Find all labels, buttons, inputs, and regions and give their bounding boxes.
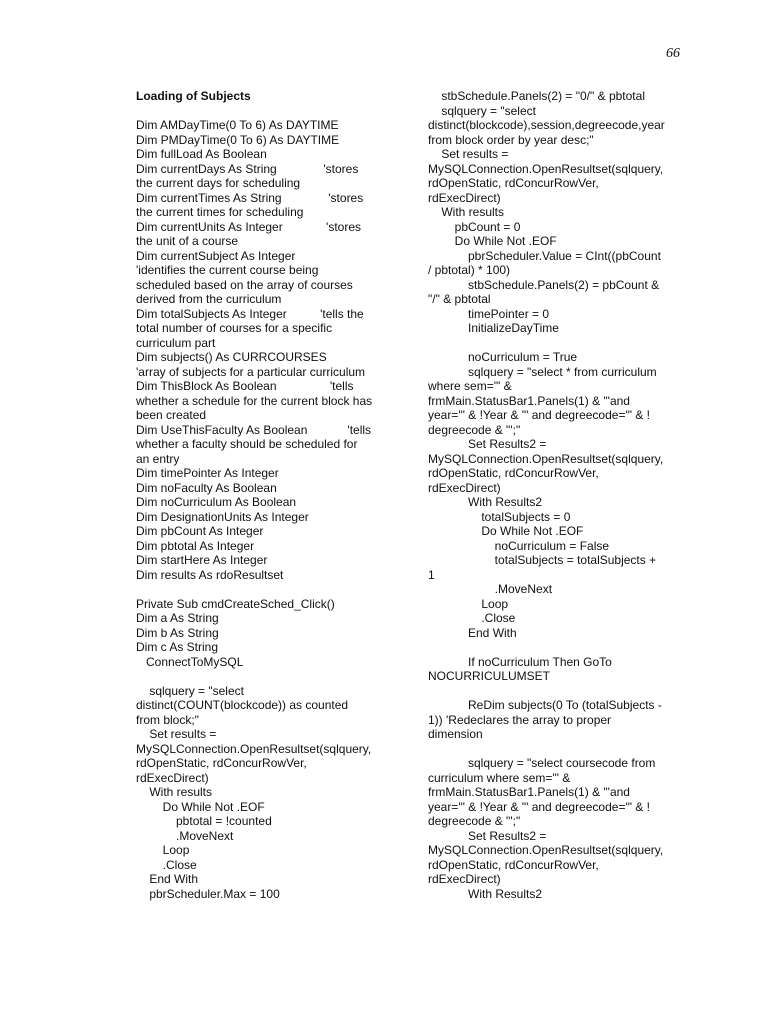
code-line: from block;" (136, 712, 199, 727)
code-line: Do While Not .EOF (428, 234, 557, 248)
code-line: Dim results As rdoResultset (136, 567, 284, 582)
code-line: rdOpenStatic, rdConcurRowVer, (428, 466, 599, 480)
code-line: rdOpenStatic, rdConcurRowVer, (136, 756, 307, 770)
code-line: InitializeDayTime (428, 321, 559, 335)
code-line (428, 684, 678, 699)
code-line: pbtotal = !counted (136, 814, 272, 828)
code-line: Dim noCurriculum As Boolean (136, 495, 297, 509)
code-line: With results (136, 785, 213, 799)
code-line: Dim currentSubject As Integer (136, 248, 296, 263)
code-line (136, 582, 388, 597)
code-line: Dim noFaculty As Boolean (136, 480, 277, 495)
code-line: Set results = (136, 727, 217, 741)
code-line: rdOpenStatic, rdConcurRowVer, (428, 857, 599, 872)
code-line: MySQLConnection.OpenResultset(sqlquery, (428, 451, 664, 466)
code-line: degreecode & "';" (428, 814, 521, 828)
code-line (428, 336, 678, 351)
code-line: scheduled based on the array of courses (136, 277, 353, 292)
code-line: Dim pbCount As Integer (136, 524, 264, 538)
code-line (136, 669, 388, 684)
code-line: Dim totalSubjects As Integer 'tells the (136, 306, 364, 321)
code-line: dimension (428, 727, 483, 741)
code-line: whether a schedule for the current block has (136, 393, 373, 408)
code-line: Dim startHere As Integer (136, 553, 268, 567)
code-line: Dim currentDays As String 'stores (136, 161, 359, 176)
code-line: 1 (428, 567, 435, 582)
code-line: Dim DesignationUnits As Integer (136, 509, 309, 524)
code-line: totalSubjects = 0 (428, 509, 571, 524)
code-line: Dim fullLoad As Boolean (136, 147, 267, 161)
code-line: been created (136, 408, 207, 422)
code-line: With Results2 (428, 886, 543, 901)
code-line: year='" & !Year & "' and degreecode='" & ! (428, 799, 651, 814)
code-line: Dim pbtotal As Integer (136, 538, 255, 553)
code-line: MySQLConnection.OpenResultset(sqlquery, (428, 161, 664, 176)
code-line: the unit of a course (136, 234, 239, 248)
code-line: .Close (136, 857, 197, 872)
code-line: MySQLConnection.OpenResultset(sqlquery, (136, 741, 372, 756)
code-line: pbrScheduler.Max = 100 (136, 886, 280, 901)
code-line: Dim timePointer As Integer (136, 466, 279, 480)
code-line: ConnectToMySQL (136, 654, 244, 669)
code-line: noCurriculum = True (428, 350, 578, 364)
code-line: Do While Not .EOF (428, 524, 584, 538)
code-line: rdExecDirect) (136, 770, 209, 785)
code-line: End With (428, 625, 517, 640)
code-line: NOCURRICULUMSET (428, 669, 551, 683)
code-line: With results (428, 205, 505, 219)
code-line: sqlquery = "select * from curriculum (428, 364, 657, 379)
code-line: total number of courses for a specific (136, 321, 333, 335)
code-line: MySQLConnection.OpenResultset(sqlquery, (428, 843, 664, 857)
code-line: timePointer = 0 (428, 306, 550, 321)
code-line: whether a faculty should be scheduled for (136, 437, 358, 451)
code-line: where sem='" & (428, 379, 512, 393)
code-line: totalSubjects = totalSubjects + (428, 553, 657, 567)
code-line (136, 104, 388, 119)
code-line: stbSchedule.Panels(2) = pbCount & (428, 277, 660, 292)
code-line: frmMain.StatusBar1.Panels(1) & "'and (428, 785, 630, 799)
code-line: 1)) 'Redeclares the array to proper (428, 712, 612, 727)
code-line: pbrScheduler.Value = CInt((pbCount (428, 248, 661, 263)
code-line: Dim a As String (136, 611, 219, 625)
code-line: 'array of subjects for a particular curriculum (136, 364, 366, 379)
code-line: distinct(blockcode),session,degreecode,year (428, 118, 665, 132)
code-line: With Results2 (428, 495, 543, 509)
code-line: derived from the curriculum (136, 292, 282, 306)
code-line: an entry (136, 451, 180, 466)
right-code-column (428, 89, 678, 901)
code-line: curriculum where sem='" & (428, 770, 571, 785)
code-line: distinct(COUNT(blockcode)) as counted (136, 698, 349, 712)
code-line: Set results = (428, 147, 509, 161)
code-line: rdOpenStatic, rdConcurRowVer, (428, 176, 599, 190)
left-code-column (136, 89, 388, 901)
code-line: pbCount = 0 (428, 219, 521, 234)
code-line: rdExecDirect) (428, 872, 501, 886)
code-line: Dim UseThisFaculty As Boolean 'tells (136, 422, 372, 437)
code-line: degreecode & "';" (428, 422, 521, 437)
code-line: Dim PMDayTime(0 To 6) As DAYTIME (136, 132, 340, 147)
page-number: 66 (666, 46, 680, 61)
code-line: noCurriculum = False (428, 538, 610, 553)
code-line: Do While Not .EOF (136, 799, 265, 814)
code-line: "/" & pbtotal (428, 292, 491, 306)
code-line (428, 640, 678, 655)
code-line: End With (136, 872, 199, 886)
code-line: Loop (136, 843, 190, 857)
code-line: Dim AMDayTime(0 To 6) As DAYTIME (136, 118, 339, 132)
code-line: 'identifies the current course being (136, 263, 319, 277)
code-line: Dim c As String (136, 640, 219, 654)
code-line: Dim b As String (136, 625, 219, 640)
code-line: curriculum part (136, 335, 216, 350)
code-line: year='" & !Year & "' and degreecode='" & ! (428, 408, 651, 422)
code-line: frmMain.StatusBar1.Panels(1) & "'and (428, 393, 630, 408)
section-heading: Loading of Subjects (136, 89, 251, 103)
code-line: sqlquery = "select (136, 683, 244, 698)
code-line: rdExecDirect) (428, 190, 501, 205)
code-line: from block order by year desc;" (428, 132, 594, 147)
code-line: If noCurriculum Then GoTo (428, 654, 612, 669)
code-line: Dim currentUnits As Integer 'stores (136, 219, 362, 234)
code-line: Dim currentTimes As String 'stores (136, 190, 364, 205)
code-line: Dim subjects() As CURRCOURSES (136, 350, 327, 364)
code-line (428, 742, 678, 757)
code-line: .Close (428, 611, 516, 625)
code-line: the current times for scheduling (136, 205, 304, 219)
code-line: the current days for scheduling (136, 176, 301, 190)
code-line: .MoveNext (136, 828, 234, 843)
code-line: .MoveNext (428, 582, 553, 596)
code-line: stbSchedule.Panels(2) = "0/" & pbtotal (428, 89, 645, 103)
code-line: Set Results2 = (428, 437, 547, 451)
code-line: / pbtotal) * 100) (428, 263, 511, 277)
code-line: Private Sub cmdCreateSched_Click() (136, 596, 335, 611)
code-line: rdExecDirect) (428, 480, 501, 495)
code-line: sqlquery = "select (428, 103, 536, 118)
code-line: Loop (428, 596, 509, 611)
code-line: Set Results2 = (428, 828, 547, 843)
code-line: sqlquery = "select coursecode from (428, 756, 656, 770)
code-line: ReDim subjects(0 To (totalSubjects - (428, 698, 662, 712)
code-line: Dim ThisBlock As Boolean 'tells (136, 379, 354, 393)
